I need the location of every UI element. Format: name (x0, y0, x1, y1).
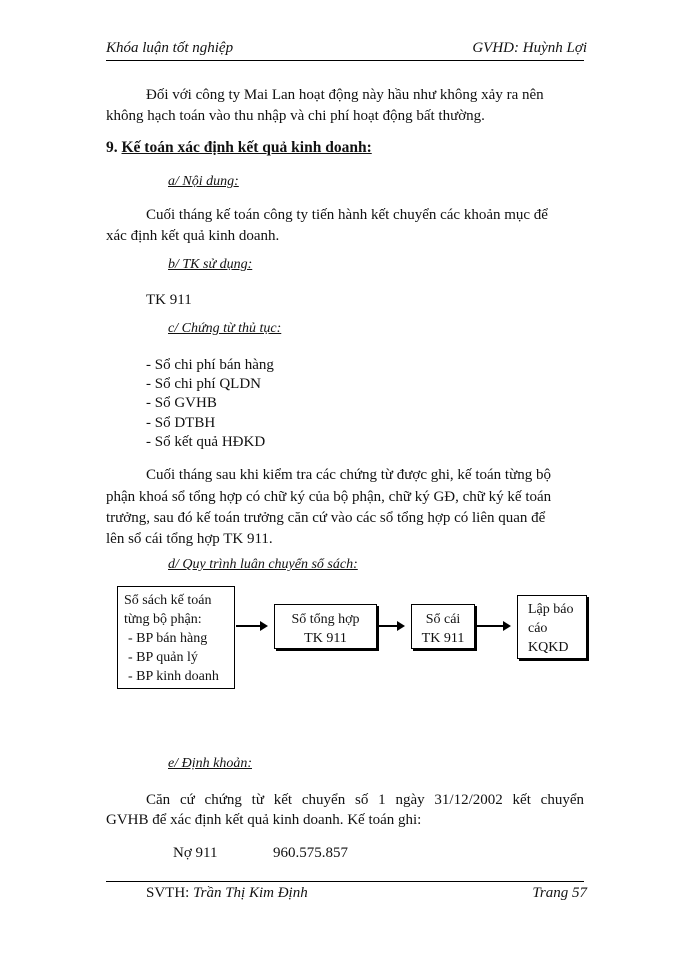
subheading-a: a/ Nội dung: (168, 174, 239, 189)
c-item-1: - Sổ chi phí bán hàng (146, 357, 274, 373)
b-value: TK 911 (146, 292, 192, 308)
header-left: Khóa luận tốt nghiệp (106, 40, 234, 56)
section-number: 9. (106, 139, 118, 156)
flow-arrow-1 (236, 625, 266, 627)
a-line-2: xác định kết quả kinh doanh. (106, 228, 280, 244)
e-line-1: Căn cứ chứng từ kết chuyển số 1 ngày 31/12/2002 kết chuyển (146, 792, 584, 808)
footer-prefix: SVTH: (146, 885, 190, 901)
subheading-c: c/ Chứng từ thủ tục: (168, 321, 282, 336)
c-item-2: - Sổ chi phí QLDN (146, 376, 261, 392)
footer-author: Trần Thị Kim Định (193, 885, 308, 901)
section-title (106, 139, 372, 157)
e-line-2: GVHB để xác định kết quả kinh doanh. Kế toán ghi: (106, 812, 422, 828)
subheading-e: e/ Định khoản: (168, 756, 252, 771)
flow-box-summary-ledger: Sổ tổng hợp TK 911 (274, 604, 377, 649)
header-right: GVHD: Huỳnh Lợi (472, 40, 587, 56)
flow-arrow-3 (477, 625, 509, 627)
c-item-4: - Sổ DTBH (146, 415, 216, 431)
subheading-b: b/ TK sử dụng: (168, 257, 253, 272)
c-item-3: - Sổ GVHB (146, 395, 217, 411)
header-rule (106, 60, 584, 61)
journal-entry-amount: 960.575.857 (273, 845, 348, 861)
a-line-1: Cuối tháng kế toán công ty tiến hành kết chuyển các khoản mục để (146, 207, 548, 223)
c-para-line-4: lên sổ cái tổng hợp TK 911. (106, 531, 273, 547)
flow-arrow-2 (379, 625, 403, 627)
flow-box-general-ledger: Sổ cái TK 911 (411, 604, 475, 649)
footer-left (146, 885, 308, 902)
footer-rule (106, 881, 584, 882)
flow-box-department-books: Sổ sách kế toán từng bộ phận: - BP bán hàng - BP quản lý - BP kinh doanh (117, 586, 235, 689)
section-heading: Kế toán xác định kết quả kinh doanh: (121, 139, 372, 156)
subheading-d: d/ Quy trình luân chuyển sổ sách: (168, 557, 358, 572)
c-para-line-3: trưởng, sau đó kế toán trưởng căn cứ vào các sổ tổng hợp có liên quan để (106, 510, 546, 526)
journal-entry-account: Nợ 911 (173, 845, 218, 861)
intro-line-2: không hạch toán vào thu nhập và chi phí hoạt động bất thường. (106, 108, 485, 124)
footer-page-number: Trang 57 (532, 885, 587, 901)
flow-box-report: Lập báo cáo KQKD (517, 595, 587, 659)
c-para-line-1: Cuối tháng sau khi kiểm tra các chứng từ được ghi, kế toán từng bộ (146, 467, 551, 483)
c-item-5: - Sổ kết quả HĐKD (146, 434, 266, 450)
intro-line-1: Đối với công ty Mai Lan hoạt động này hầu như không xảy ra nên (146, 87, 544, 103)
c-para-line-2: phận khoá sổ tổng hợp có chữ ký của bộ phận, chữ ký GĐ, chữ ký kế toán (106, 489, 552, 505)
